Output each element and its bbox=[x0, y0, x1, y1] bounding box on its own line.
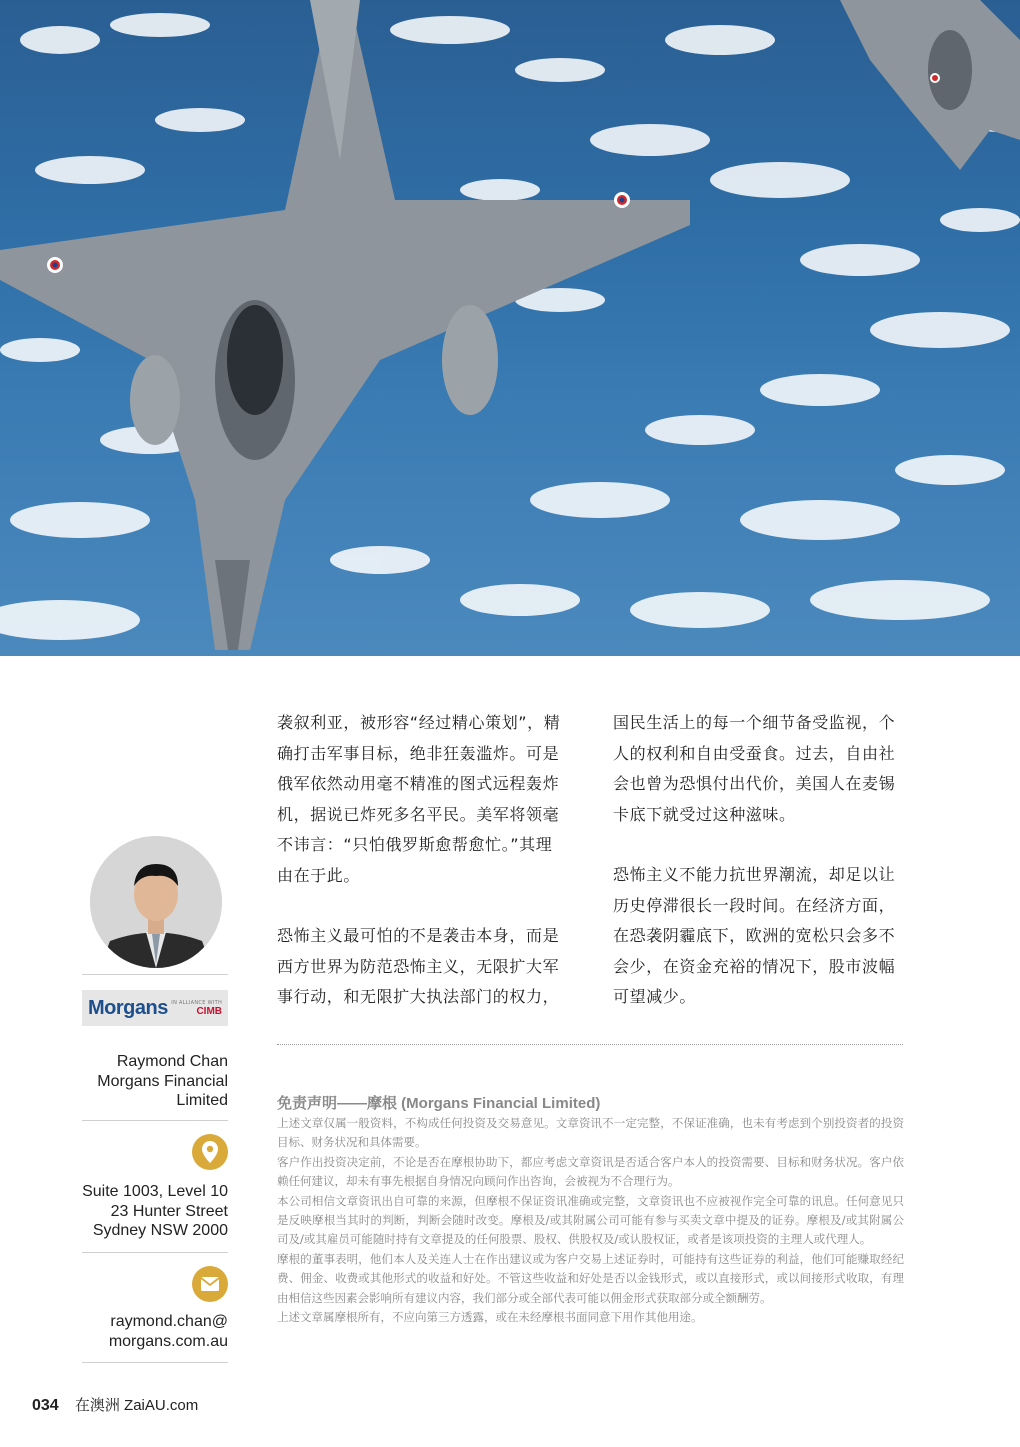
page-number: 034 bbox=[32, 1397, 59, 1414]
page-footer bbox=[32, 1394, 198, 1415]
article-column-right bbox=[613, 708, 903, 1043]
disclaimer-paragraph: 摩根的董事表明，他们本人及关连人士在作出建议或为客户交易上述证券时，可能持有这些证券的利益，他们可能赚取经纪费、佣金、收费或其他形式的收益和好处。不管这些收益和好处是否以金钱形式，或以直接形式，或以间接形式收取，有理由相信这些因素会影响所有建议内容，我们部分或全部代表可能以佣金形式获取部分或全额酬劳。 bbox=[277, 1251, 904, 1305]
location-pin-icon bbox=[192, 1134, 228, 1170]
email-line[interactable]: raymond.chan@ bbox=[110, 1313, 228, 1330]
article-paragraph: 恐怖主义最可怕的不是袭击本身，而是西方世界为防范恐怖主义，无限扩大军事行动，和无限扩大执法部门的权力， bbox=[277, 926, 560, 1006]
dotted-divider bbox=[277, 1044, 903, 1045]
publication-name: 在澳洲 ZaiAU.com bbox=[74, 1397, 199, 1414]
fighter-jet-secondary bbox=[840, 0, 1020, 170]
author-company-suffix: Limited bbox=[176, 1092, 228, 1109]
email-line[interactable]: morgans.com.au bbox=[108, 1332, 228, 1350]
disclaimer-paragraph: 客户作出投资决定前，不论是否在摩根协助下，都应考虑文章资讯是否适合客户本人的投资需要、目标和财务状况。客户依赖任何建议，却未有事先根据自身情况向顾问作出咨询，会被视为不合理行为。 bbox=[277, 1154, 904, 1189]
address-line: Sydney NSW 2000 bbox=[92, 1222, 228, 1239]
disclaimer-paragraph: 本公司相信文章资讯出自可靠的来源，但摩根不保证资讯准确或完整，文章资讯也不应被视作完全可靠的讯息。任何意见只是反映摩根当其时的判断，判断会随时改变。摩根及/或其附属公司可能有参与买卖文章中提及的证券。摩根及/或其附属公司及/或其雇员可能随时持有文章提及的任何股票、股权、供股权及/或认股权证，或者是该项投资的主理人或代理人。 bbox=[277, 1193, 904, 1247]
logo-partner: CIMB bbox=[196, 1005, 222, 1017]
envelope-icon bbox=[192, 1266, 228, 1302]
author-name: Raymond Chan bbox=[116, 1053, 228, 1070]
address-line: 23 Hunter Street bbox=[110, 1202, 228, 1220]
divider bbox=[82, 974, 228, 975]
disclaimer-paragraph: 上述文章仅属一般资料，不构成任何投资及交易意见。文章资讯不一定完整，不保证准确，也未有考虑到个别投资者的投资目标、财务状况和具体需要。 bbox=[277, 1116, 904, 1150]
author-name-block bbox=[82, 1052, 228, 1111]
divider bbox=[82, 1362, 228, 1363]
address-line: Suite 1003, Level 10 bbox=[82, 1183, 228, 1200]
morgans-logo bbox=[82, 990, 228, 1026]
hero-photo-fighter-jets bbox=[0, 0, 1020, 656]
author-photo bbox=[90, 836, 222, 968]
cimb-alliance bbox=[171, 1000, 222, 1017]
divider bbox=[82, 1252, 228, 1253]
divider bbox=[82, 1120, 228, 1121]
disclaimer-title: 免责声明——摩根 (Morgans Financial Limited) bbox=[277, 1095, 601, 1112]
article-column-left bbox=[277, 708, 567, 1043]
author-company: Morgans Financial bbox=[97, 1072, 228, 1090]
author-email[interactable] bbox=[82, 1312, 228, 1351]
logo-alliance-text: IN ALLIANCE WITH bbox=[171, 999, 222, 1006]
disclaimer-paragraph: 上述文章属摩根所有，不应向第三方透露，或在未经摩根书面同意下用作其他用途。 bbox=[277, 1310, 703, 1325]
hero-illustration bbox=[0, 0, 1020, 656]
logo-brand: Morgans bbox=[88, 996, 168, 1019]
article-paragraph: 袭叙利亚，被形容“经过精心策划”，精确打击军事目标，绝非狂轰滥炸。可是俄军依然动用毫不精准的图式远程轰炸机，据说已炸死多名平民。美军将领毫不讳言：“只怕俄罗斯愈帮愈忙。”其理由在于此。 bbox=[277, 713, 561, 885]
article-paragraph: 国民生活上的每一个细节备受监视，个人的权利和自由受蚕食。过去，自由社会也曾为恐惧付出代价，美国人在麦锡卡底下就受过这种滋味。 bbox=[613, 713, 896, 824]
article-paragraph: 恐怖主义不能力抗世界潮流，却足以让历史停滞很长一段时间。在经济方面，在恐袭阴霾底下，欧洲的宽松只会多不会少，在资金充裕的情况下，股市波幅可望减少。 bbox=[613, 865, 896, 1006]
office-address bbox=[82, 1182, 228, 1241]
disclaimer-body bbox=[277, 1114, 904, 1327]
avatar-illustration bbox=[90, 836, 222, 968]
